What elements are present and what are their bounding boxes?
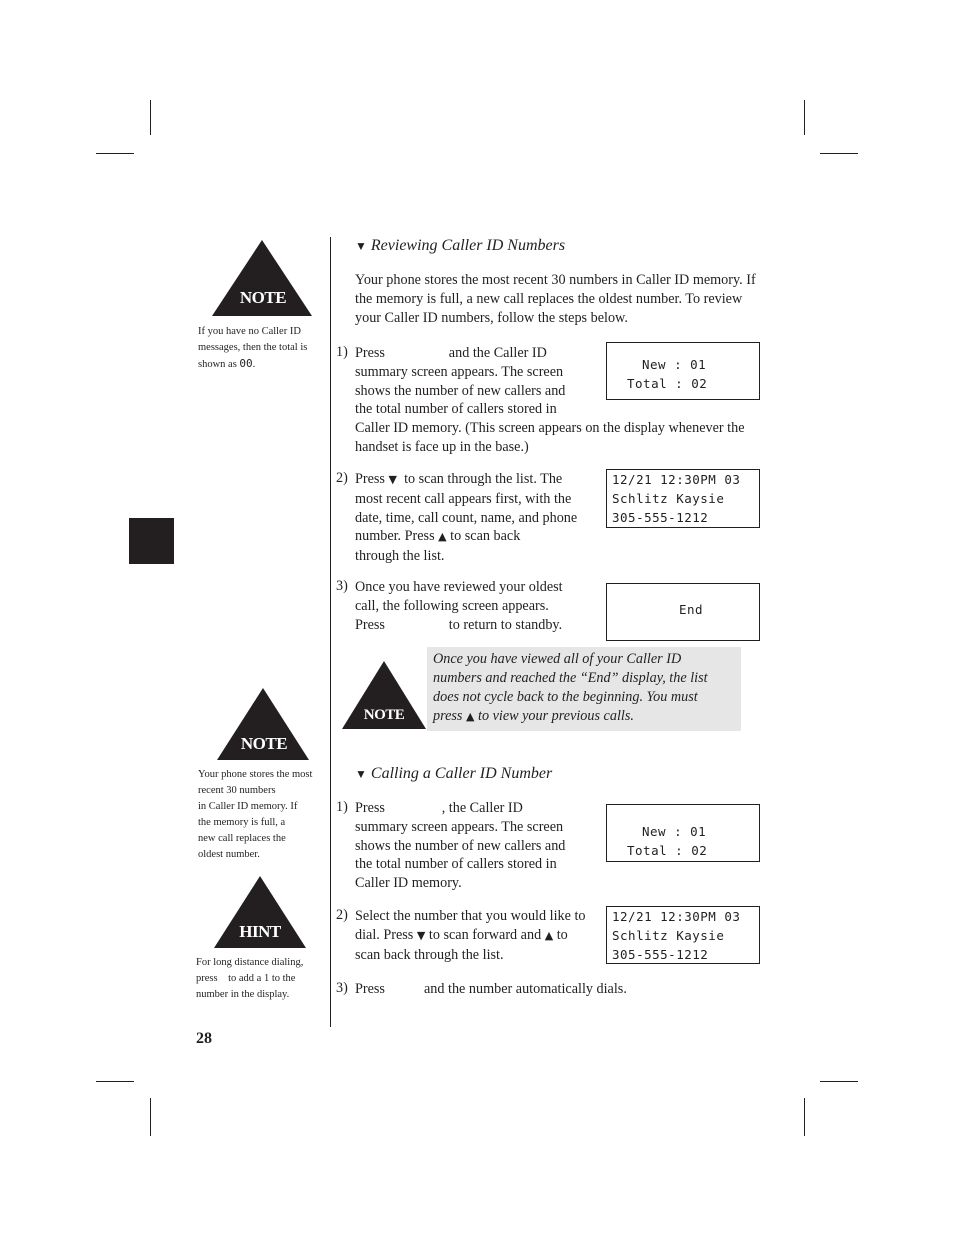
hint-badge: HINT: [239, 922, 281, 941]
note-line: Your phone stores the most: [198, 769, 313, 780]
heading-text: Calling a Caller ID Number: [370, 765, 553, 782]
sidebar-hint-text: [196, 955, 321, 1003]
note-line: new call replaces the: [198, 833, 286, 844]
hint-line: press to add a 1 to the: [196, 973, 296, 984]
heading-text: Reviewing Caller ID Numbers: [370, 237, 566, 254]
up-arrow-icon: ▲: [465, 710, 475, 723]
step-line: call, the following screen appears.: [355, 597, 549, 614]
step-line: Press , the Caller ID: [355, 800, 523, 816]
step-line: [355, 470, 605, 490]
note-line: the memory is full, a: [198, 817, 286, 828]
step-line: shows the number of new callers and: [355, 837, 566, 854]
step-line: Caller ID memory. (This screen appears on the display whenever the: [355, 420, 745, 437]
note-text: If you have no Caller ID messages, then the total is shown as: [198, 326, 308, 370]
step-line: [355, 527, 605, 547]
up-arrow-icon: ▲: [544, 928, 554, 942]
down-arrow-icon: ▼: [416, 928, 426, 942]
para-line: your Caller ID numbers, follow the steps below.: [355, 309, 628, 326]
step-line: summary screen appears. The screen: [355, 818, 564, 835]
crop-mark: [820, 1081, 858, 1082]
note-line: in Caller ID memory. If: [198, 801, 298, 812]
step-line: the total number of callers stored in: [355, 401, 557, 418]
step-line: Once you have reviewed your oldest: [355, 579, 563, 595]
lcd-display: [606, 804, 760, 862]
lcd-line: Total : 02: [627, 843, 708, 858]
note-line: does not cycle back to the beginning. You must: [433, 689, 698, 705]
section-heading: [355, 765, 552, 783]
down-triangle-icon: ▼: [355, 239, 367, 253]
note-text: .: [252, 359, 256, 370]
step-number: 1): [336, 799, 348, 815]
hint-line: number in the display.: [196, 989, 290, 1000]
crop-mark: [804, 100, 805, 135]
step-line: handset is face up in the base.): [355, 438, 529, 455]
step-number: 1): [336, 344, 348, 360]
step-text: Press and the number automatically dials.: [355, 981, 627, 997]
step-line: summary screen appears. The screen: [355, 363, 564, 380]
lcd-line: End: [678, 602, 704, 617]
note-line: [433, 707, 735, 726]
step-text: [355, 907, 605, 964]
lcd-line: New : 01: [642, 357, 707, 372]
crop-mark: [96, 1081, 134, 1082]
step-number: 2): [336, 907, 348, 923]
note-box: [427, 647, 741, 731]
section-heading: [355, 237, 565, 255]
lcd-display: [606, 583, 760, 641]
step-line: Press and the Caller ID: [355, 345, 547, 361]
step-text: to scan through the list. The: [404, 471, 563, 487]
lcd-line: New : 01: [642, 824, 707, 839]
step-text: to scan forward and: [428, 926, 542, 943]
lcd-line: 12/21 12:30PM 03: [612, 472, 741, 487]
crop-mark: [820, 153, 858, 154]
step-line: Press to return to standby.: [355, 616, 563, 633]
note-badge: NOTE: [240, 734, 288, 753]
code-text: 00: [239, 357, 253, 370]
lcd-display: [606, 906, 760, 964]
step-text: to scan back: [450, 528, 521, 545]
step-line: Select the number that you would like to: [355, 908, 586, 924]
step-line: [355, 926, 605, 946]
lcd-line: Schlitz Kaysie: [612, 491, 725, 506]
note-text: to view your previous calls.: [478, 708, 634, 724]
lcd-line: 305-555-1212: [612, 510, 709, 525]
note-line: recent 30 numbers: [198, 785, 276, 796]
step-text: number. Press: [355, 528, 435, 545]
lcd-line: Schlitz Kaysie: [612, 928, 725, 943]
sidebar-note-text: [198, 767, 323, 863]
crop-mark: [150, 1098, 151, 1136]
column-divider: [330, 237, 331, 1027]
lcd-line: 305-555-1212: [612, 947, 709, 962]
lcd-display: [606, 342, 760, 400]
crop-mark: [96, 153, 134, 154]
sidebar-note-text: [198, 324, 316, 373]
lcd-display: [606, 469, 760, 528]
note-line: numbers and reached the “End” display, the list: [433, 670, 708, 686]
crop-mark: [150, 100, 151, 135]
step-text: [355, 578, 605, 634]
note-text: press: [433, 708, 463, 724]
para-line: the memory is full, a new call replaces the oldest number. To review: [355, 290, 743, 307]
step-text: Press: [355, 471, 385, 487]
down-arrow-icon: ▼: [388, 473, 397, 486]
step-line: scan back through the list.: [355, 946, 504, 963]
note-badge: NOTE: [239, 288, 287, 307]
step-number: 2): [336, 470, 348, 486]
step-line: date, time, call count, name, and phone: [355, 509, 578, 526]
hint-line: For long distance dialing,: [196, 957, 304, 968]
step-text: [355, 470, 605, 566]
section-tab: [129, 518, 174, 564]
lcd-line: 12/21 12:30PM 03: [612, 909, 741, 924]
note-line: Once you have viewed all of your Caller ID: [433, 651, 682, 667]
intro-paragraph: [355, 271, 765, 327]
crop-mark: [804, 1098, 805, 1136]
step-text: dial. Press: [355, 926, 414, 943]
note-line: oldest number.: [198, 849, 260, 860]
lcd-line: Total : 02: [627, 376, 708, 391]
step-line: the total number of callers stored in: [355, 856, 557, 873]
step-line: shows the number of new callers and: [355, 382, 566, 399]
step-text: [355, 799, 605, 893]
step-text: to: [556, 926, 568, 943]
step-number: 3): [336, 578, 348, 594]
step-line: through the list.: [355, 548, 445, 565]
step-line: Caller ID memory.: [355, 875, 462, 892]
page-number: 28: [196, 1030, 212, 1047]
step-number: 3): [336, 980, 348, 996]
note-badge: NOTE: [363, 707, 405, 723]
step-line: most recent call appears first, with the: [355, 490, 572, 507]
down-triangle-icon: ▼: [355, 767, 367, 781]
para-line: Your phone stores the most recent 30 numbers in Caller ID memory. If: [355, 272, 756, 288]
up-arrow-icon: ▲: [438, 530, 447, 544]
